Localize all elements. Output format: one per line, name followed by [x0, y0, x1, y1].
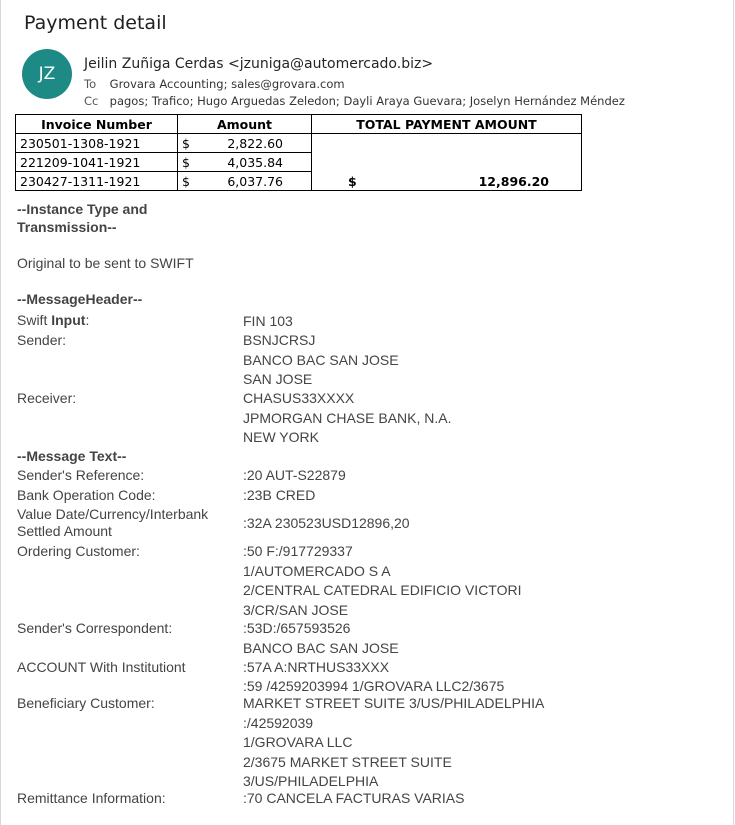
invoice-table: [15, 114, 582, 191]
to-recipients[interactable]: Grovara Accounting; sales@grovara.com: [109, 77, 345, 91]
receiver-label: Receiver:: [17, 390, 77, 406]
message-header-heading: --MessageHeader--: [17, 291, 143, 307]
bank-operation-code-value: :23B CRED: [243, 487, 316, 503]
sender-line: BANCO BAC SAN JOSE: [243, 351, 399, 368]
invoice-number-cell: 230501-1308-1921: [16, 134, 178, 153]
currency-symbol: $: [182, 135, 190, 151]
ordering-customer-line: 3/CR/SAN JOSE: [243, 601, 349, 618]
sender-name[interactable]: Jeilin Zuñiga Cerdas <jzuniga@automercado.biz>: [84, 56, 434, 72]
ordering-customer-label: Ordering Customer:: [17, 543, 140, 559]
table-row: [16, 134, 582, 153]
email-subject: Payment detail: [24, 12, 167, 34]
beneficiary-line: MARKET STREET SUITE 3/US/PHILADELPHIA: [243, 695, 545, 711]
ordering-customer-line: :50 F:/917729337: [243, 543, 353, 559]
swift-input-value: FIN 103: [243, 313, 293, 329]
to-recipients-row: [84, 77, 345, 91]
bank-operation-code-label: Bank Operation Code:: [17, 487, 156, 503]
value-date-label-line2: Settled Amount: [17, 523, 112, 539]
correspondent-line: :53D:/657593526: [243, 620, 351, 636]
header-total-payment: TOTAL PAYMENT AMOUNT: [312, 115, 582, 134]
cc-recipients[interactable]: pagos; Trafico; Hugo Arguedas Zeledon; Dayli Araya Guevara; Joselyn Hernández Méndez: [109, 94, 625, 108]
invoice-number-cell: 221209-1041-1921: [16, 153, 178, 172]
ordering-customer-line: 1/AUTOMERCADO S A: [243, 562, 391, 579]
invoice-number-cell: 230427-1311-1921: [16, 172, 178, 191]
remittance-information-value: :70 CANCELA FACTURAS VARIAS: [243, 790, 465, 806]
senders-correspondent-label: Sender's Correspondent:: [17, 620, 173, 636]
to-label: To: [84, 77, 97, 91]
beneficiary-line: 1/GROVARA LLC: [243, 734, 353, 750]
beneficiary-customer-block: [243, 694, 544, 792]
table-header-row: [16, 115, 582, 134]
sender-line: BSNJCRSJ: [243, 332, 316, 348]
cc-recipients-row: [84, 94, 625, 108]
remittance-information-label: Remittance Information:: [17, 790, 166, 806]
ordering-customer-block: [243, 542, 522, 620]
total-payment-cell: [312, 134, 582, 191]
sender-block: [243, 331, 399, 390]
beneficiary-customer-label: Beneficiary Customer:: [17, 695, 155, 711]
senders-reference-value: :20 AUT-S22879: [243, 467, 346, 483]
beneficiary-line: 2/3675 MARKET STREET SUITE: [243, 753, 452, 770]
header-amount: Amount: [178, 115, 312, 134]
beneficiary-account-line: :59 /4259203994 1/GROVARA LLC2/3675: [243, 678, 505, 694]
beneficiary-line: :/42592039: [243, 714, 314, 731]
amount-cell: [178, 172, 312, 191]
instance-type-heading-line2: Transmission--: [17, 219, 117, 235]
currency-symbol: $: [182, 173, 190, 189]
total-currency: $: [348, 174, 357, 189]
amount-cell: [178, 134, 312, 153]
receiver-line: JPMORGAN CHASE BANK, N.A.: [243, 409, 452, 426]
beneficiary-line: 3/US/PHILADELPHIA: [243, 773, 379, 789]
cc-label: Cc: [84, 94, 99, 108]
senders-correspondent-block: [243, 619, 399, 658]
value-date-label-line1: Value Date/Currency/Interbank: [17, 506, 209, 522]
ordering-customer-line: 2/CENTRAL CATEDRAL EDIFICIO VICTORI: [243, 582, 522, 598]
message-text-heading: --Message Text--: [17, 448, 127, 464]
header-invoice-number: Invoice Number: [16, 115, 178, 134]
original-note: Original to be sent to SWIFT: [17, 255, 194, 271]
amount-value: 6,037.76: [227, 173, 283, 189]
sender-avatar[interactable]: [22, 49, 72, 99]
avatar-initials: JZ: [38, 64, 56, 84]
account-with-institution-label: ACCOUNT With Institutiont: [17, 659, 186, 675]
receiver-line: NEW YORK: [243, 429, 319, 445]
senders-reference-label: Sender's Reference:: [17, 467, 145, 483]
amount-cell: [178, 153, 312, 172]
correspondent-line: BANCO BAC SAN JOSE: [243, 639, 399, 656]
value-date-value: :32A 230523USD12896,20: [243, 515, 410, 531]
sender-line: SAN JOSE: [243, 371, 313, 387]
instance-type-heading-line1: --Instance Type and: [17, 201, 148, 217]
receiver-block: [243, 389, 451, 448]
swift-input-label: Swift Input:: [17, 312, 90, 328]
account-with-institution-value: :57A A:NRTHUS33XXX: [243, 659, 390, 675]
total-amount: 12,896.20: [478, 174, 549, 189]
sender-label: Sender:: [17, 332, 67, 348]
amount-value: 4,035.84: [227, 154, 283, 170]
currency-symbol: $: [182, 154, 190, 170]
amount-value: 2,822.60: [227, 135, 283, 151]
receiver-line: CHASUS33XXXX: [243, 390, 355, 406]
